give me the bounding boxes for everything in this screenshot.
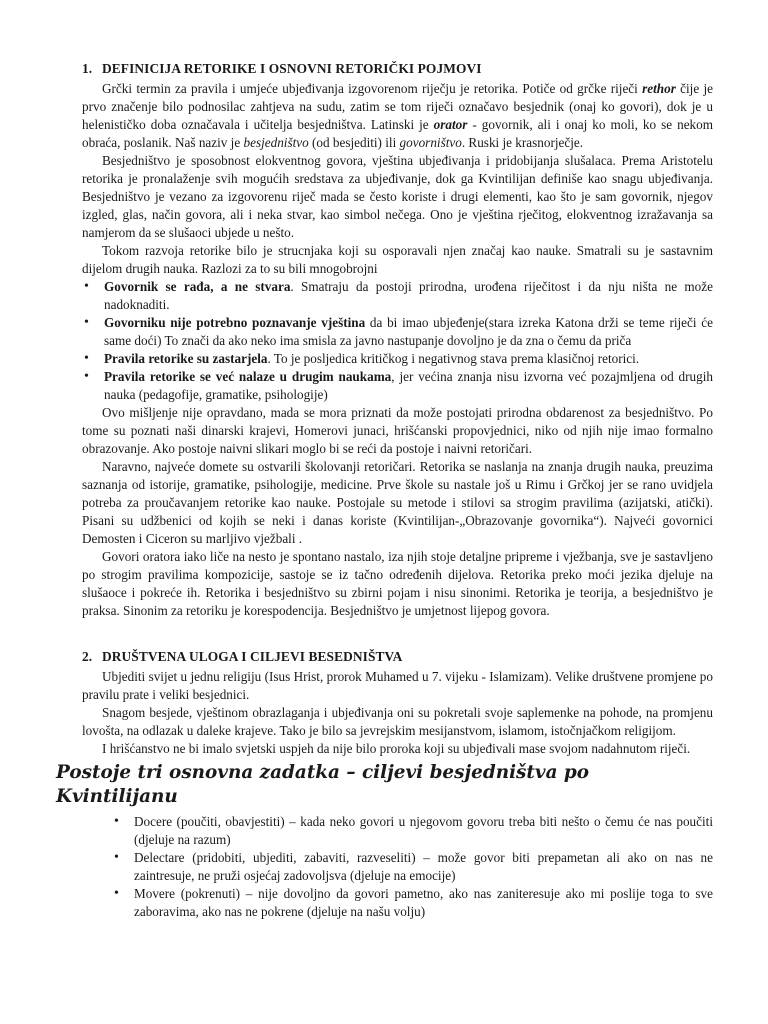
list-item-text: , jer većina znanja nisu izvorna već pozajmljena od drugih nauka (pedagofije, gramatike, psihologije) <box>104 369 713 402</box>
list-item <box>104 314 713 350</box>
list-item-bold: Govornik se rađa, a ne stvara <box>104 279 291 294</box>
list-item: • Docere (poučiti, obavjestiti) – kada neko govori u njegovom govoru treba biti nešto o čemu će nas poučiti (djeluje na razum) <box>134 813 713 849</box>
term-rethor: rethor <box>642 81 676 96</box>
section-title: DRUŠTVENA ULOGA I CILJEVI BESEDNIŠTVA <box>102 649 403 664</box>
text-run: čije je prvo značenje bilo podnosilac zahtjeva na sudu, zatim se tom riječi označavo besjednik (onaj ko govori), dok je u helenističko doba označavala i učitelja besjedništva. Latinski je <box>82 81 713 132</box>
list-item-text: . Smatraju da postoji prirodna, urođena riječitost i da nju ništa ne može nadoknaditi. <box>104 279 713 312</box>
reasons-list <box>82 278 713 404</box>
list-item: • Movere (pokrenuti) – nije dovoljno da govori pametno, ako nas zaniteresuje ako mi poslije toga to sve zaboravima, ako nas ne pokrene (djeluje na našu volju) <box>134 885 713 921</box>
list-item-bold: Govorniku nije potrebno poznavanje vještina <box>104 315 366 330</box>
paragraph-orators: Govori oratora iako liče na nesto je spontano nastalo, iza njih stoje detaljne pripreme i vježbanja, sve je sastavljeno po strogim pravilima kompozicije, sastoje se iz tačno određenih dijelova. Retorika preko moći jezika djeluje na slušaoce i pokreće ih. Retorika i besjedništvo su zbirni pojam i nisu sinonimi. Retorika je teorija, a besjedništvo je praksa. Sinonim za retoriku je korespodencija. Besjedništvo je umjetnost lijepog govora. <box>82 549 713 618</box>
paragraph-eloquence: Besjedništvo je sposobnost elokventnog govora, vještina ubjeđivanja i pridobijanja slušalaca. Prema Aristotelu retorika je pronalaženje svih mogućih sredstava za ubjeđivanje, dok ga Kvintilijan definiše kao snagu ubjeđivanja. Besjedništvo je vezano za izgovorenu riječ mada se često koriste i drugi elementi, kao što je sam govornik, njegov izgled, glas, način govora, ali i neka stvar, kao simbol nečega. Ono je vještina rječitog, elokventnog izražavanja sa namjerom da se slušaoci ubjede u nešto. <box>82 153 713 240</box>
paragraph-definition <box>82 80 713 152</box>
text-run: . Ruski je krasnorječje. <box>461 135 584 150</box>
section-heading-2 <box>82 648 713 666</box>
text-run: Grčki termin za pravila i umjeće ubjeđivanja izgovorenom riječju je retorika. Potiče od grčke riječi <box>102 81 643 96</box>
term-govornistvo: govorništvo <box>399 135 462 150</box>
paragraph-opinion: Ovo mišljenje nije opravdano, mada se mora priznati da može postojati prirodna obdarenost za besjedništvo. Po tome su poznati naši dinarski krajevi, Homerovi junaci, hrišćanski propovjednici, niko od njih nije imao formalno obrazovanje. Ako postoje naivni slikari moglo bi se reći da postoje i naivni retoričari. <box>82 405 713 456</box>
list-item-text: . To je posljedica kritičkog i negativnog stava prema klasičnoj retorici. <box>267 351 640 366</box>
text-run: (od besjediti) ili <box>308 135 400 150</box>
term-besjednistvo: besjedništvo <box>243 135 309 150</box>
paragraph-christianity: I hrišćanstvo ne bi imalo svjetski uspjeh da nije bilo proroka koji su ubjeđivali mase svojom nadahnutom riječi. <box>102 741 691 756</box>
list-item-bold: Pravila retorike se već nalaze u drugim naukama <box>104 369 392 384</box>
subtitle-quintilian: Postoje tri osnovna zadatka – ciljevi besjedništva po Kvintilijanu <box>56 762 590 807</box>
paragraph-schooled: Naravno, najveće domete su ostvarili školovanji retoričari. Retorika se naslanja na znanja drugih nauka, preuzima saznanja od istorije, gramatike, psihologije, medicine. Prve škole su nastale još u Rimu i Grčkoj jer se rano uvidjela potreba za proučavanjem retorike kao nauke. Postojale su metode i stilovi sa strogim pravilima (azijatski, atički). Pisani su udžbenici od kojih se neki i danas koriste (Kvintilijan-„Obrazovanje govornika“). Najveći govornici Demosten i Ciceron su marljivo vježbali . <box>82 459 713 546</box>
paragraph-religion: Ubjediti svijet u jednu religiju (Isus Hrist, prorok Muhamed u 7. vijeku - Islamizam). Velike društvene promjene po pravilu prate i veliki besjednici. <box>82 669 713 702</box>
paragraph-development: Tokom razvoja retorike bilo je strucnjaka koji su osporavali njen značaj kao nauke. Smatrali su je sastavnim dijelom drugih nauka. Razlozi za to su bili mnogobrojni <box>82 243 713 276</box>
text-run: - govornik, ali i onaj ko moli, ko se nekom obraća, poslanik. Naš naziv je <box>82 117 713 150</box>
list-item-bold: Pravila retorike su zastarjela <box>104 351 268 366</box>
list-item: • Delectare (pridobiti, ubjediti, zabaviti, razveseliti) – može govor biti prepametan ali ako on nas ne zaintresuje, ne pruži osjećaj zadovoljsva (djeluje na emocije) <box>134 849 713 885</box>
goals-list <box>82 813 713 921</box>
list-item <box>104 350 713 368</box>
section-heading-1 <box>82 60 713 78</box>
list-item-text: da bi imao ubjeđenje(stara izreka Katona drži se teme riječi će same doći) To znači da ako neko ima smisla za javno nastupanje dovoljno je da zna o čemu da priča <box>104 315 713 348</box>
section-number: 1. <box>82 61 93 76</box>
term-orator: orator <box>433 117 468 132</box>
section-title: DEFINICIJA RETORIKE I OSNOVNI RETORIČKI POJMOVI <box>102 61 482 76</box>
list-item <box>104 368 713 404</box>
paragraph-speech-power: Snagom besjede, vještinom obrazlaganja i ubjeđivanja oni su pokretali svoje saplemenke na pohode, na promjenu lovošta, na odlazak u daleke krajeve. Tako je bilo sa jevrejskim mesijanstvom, islamom, istočnjačkom religijom. <box>82 705 713 738</box>
section-number: 2. <box>82 649 93 664</box>
list-item <box>104 278 713 314</box>
